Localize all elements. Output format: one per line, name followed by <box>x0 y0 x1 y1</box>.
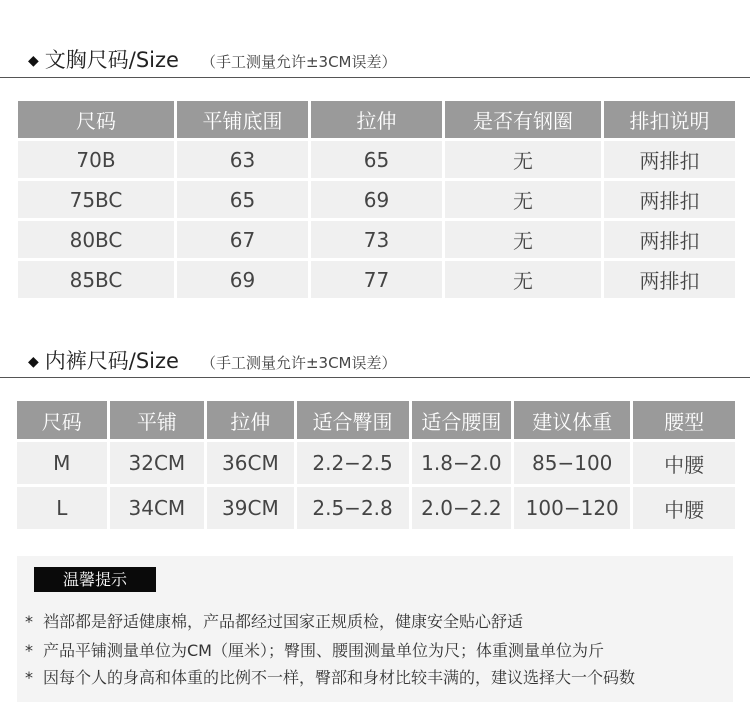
tip-text: 产品平铺测量单位为CM（厘米）；臀围、腰围测量单位为尺；体重测量单位为斤 <box>43 641 604 660</box>
table-cell: 两排扣 <box>604 141 735 178</box>
table-cell: 中腰 <box>633 442 735 484</box>
table-cell: 2.5−2.8 <box>297 487 409 529</box>
bra-divider <box>0 77 750 78</box>
table-cell: 两排扣 <box>604 181 735 218</box>
tips-panel <box>17 556 733 702</box>
bra-header-row <box>18 101 735 138</box>
tip-item <box>25 665 635 688</box>
asterisk-bullet-icon: * <box>25 668 33 687</box>
table-cell: 34CM <box>110 487 205 529</box>
asterisk-bullet-icon: * <box>25 641 33 660</box>
table-cell: 65 <box>177 181 308 218</box>
table-row <box>18 181 735 218</box>
panty-size-table <box>14 398 738 532</box>
table-cell: 36CM <box>207 442 293 484</box>
bra-header-cell: 平铺底围 <box>177 101 308 138</box>
table-cell: 67 <box>177 221 308 258</box>
table-cell: 70B <box>18 141 174 178</box>
table-cell: 1.8−2.0 <box>412 442 512 484</box>
table-cell: M <box>17 442 107 484</box>
bra-header-cell: 排扣说明 <box>604 101 735 138</box>
panty-divider <box>0 377 750 378</box>
tips-badge: 温馨提示 <box>34 567 156 592</box>
table-cell: L <box>17 487 107 529</box>
tip-item <box>25 609 523 632</box>
tip-item <box>25 638 604 661</box>
table-row <box>18 261 735 298</box>
table-cell: 85BC <box>18 261 174 298</box>
table-row <box>17 442 735 484</box>
table-cell: 32CM <box>110 442 205 484</box>
table-cell: 75BC <box>18 181 174 218</box>
bra-size-table <box>15 98 738 301</box>
bra-header-cell: 是否有钢圈 <box>445 101 601 138</box>
panty-header-cell: 平铺 <box>110 401 205 439</box>
table-cell: 中腰 <box>633 487 735 529</box>
bra-header-cell: 拉伸 <box>311 101 442 138</box>
diamond-bullet-icon: ◆ <box>28 354 39 370</box>
table-cell: 2.0−2.2 <box>412 487 512 529</box>
table-cell: 无 <box>445 181 601 218</box>
table-row <box>18 221 735 258</box>
panty-header-cell: 尺码 <box>17 401 107 439</box>
panty-header-cell: 建议体重 <box>514 401 630 439</box>
panty-title: 内裤尺码/Size <box>44 349 179 373</box>
panty-header-cell: 腰型 <box>633 401 735 439</box>
panty-section-title <box>28 345 397 375</box>
table-cell: 77 <box>311 261 442 298</box>
table-cell: 两排扣 <box>604 261 735 298</box>
table-cell: 无 <box>445 221 601 258</box>
panty-header-cell: 拉伸 <box>207 401 293 439</box>
table-cell: 85−100 <box>514 442 630 484</box>
table-cell: 无 <box>445 141 601 178</box>
table-cell: 100−120 <box>514 487 630 529</box>
panty-header-row <box>17 401 735 439</box>
bra-header-cell: 尺码 <box>18 101 174 138</box>
table-cell: 69 <box>311 181 442 218</box>
bra-measure-note: （手工测量允许±3CM误差） <box>200 53 397 71</box>
bra-title: 文胸尺码/Size <box>44 48 179 72</box>
tip-text: 因每个人的身高和体重的比例不一样，臀部和身材比较丰满的，建议选择大一个码数 <box>43 668 636 687</box>
panty-measure-note: （手工测量允许±3CM误差） <box>200 354 397 372</box>
panty-header-cell: 适合臀围 <box>297 401 409 439</box>
bra-section-title <box>28 44 397 74</box>
table-cell: 63 <box>177 141 308 178</box>
table-row <box>18 141 735 178</box>
table-row <box>17 487 735 529</box>
table-cell: 73 <box>311 221 442 258</box>
table-cell: 无 <box>445 261 601 298</box>
table-cell: 80BC <box>18 221 174 258</box>
diamond-bullet-icon: ◆ <box>28 53 39 69</box>
tip-text: 裆部都是舒适健康棉，产品都经过国家正规质检，健康安全贴心舒适 <box>43 612 524 631</box>
asterisk-bullet-icon: * <box>25 612 33 631</box>
table-cell: 2.2−2.5 <box>297 442 409 484</box>
table-cell: 65 <box>311 141 442 178</box>
panty-header-cell: 适合腰围 <box>412 401 512 439</box>
table-cell: 两排扣 <box>604 221 735 258</box>
table-cell: 69 <box>177 261 308 298</box>
table-cell: 39CM <box>207 487 293 529</box>
